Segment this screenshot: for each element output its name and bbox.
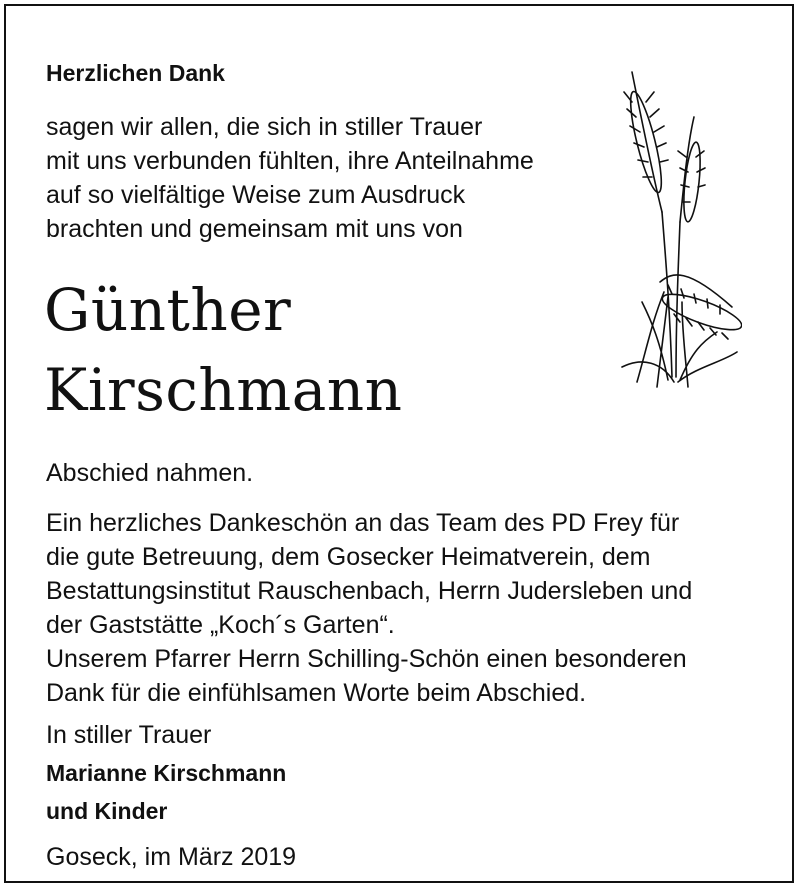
body-line: Bestattungsinstitut Rauschenbach, Herrn Judersleben und bbox=[46, 577, 693, 605]
body-line: Ein herzliches Dankeschön an das Team des PD Frey für bbox=[46, 509, 680, 537]
last-name: Kirschmann bbox=[44, 356, 403, 424]
obituary-card bbox=[4, 4, 794, 883]
closing-text: In stiller Trauer bbox=[46, 721, 212, 749]
first-name: Günther bbox=[44, 276, 292, 344]
signers bbox=[46, 754, 286, 830]
place-date: Goseck, im März 2019 bbox=[46, 843, 297, 871]
wheat-ears-icon bbox=[602, 62, 742, 392]
body-line: Unserem Pfarrer Herrn Schilling-Schön einen besonderen bbox=[46, 645, 687, 673]
deceased-name bbox=[44, 270, 403, 430]
heading: Herzlichen Dank bbox=[46, 60, 225, 86]
body-line: die gute Betreuung, dem Gosecker Heimatverein, dem bbox=[46, 543, 651, 571]
signer-line: und Kinder bbox=[46, 798, 168, 824]
body-line: Dank für die einfühlsamen Worte beim Abschied. bbox=[46, 679, 587, 707]
signer-line: Marianne Kirschmann bbox=[46, 760, 287, 786]
intro-line: sagen wir allen, die sich in stiller Trauer bbox=[46, 113, 483, 141]
intro-line: auf so vielfältige Weise zum Ausdruck bbox=[46, 181, 466, 209]
intro-line: mit uns verbunden fühlten, ihre Anteilnahme bbox=[46, 147, 534, 175]
intro-text bbox=[46, 110, 534, 246]
body-line: der Gaststätte „Koch´s Garten“. bbox=[46, 611, 395, 639]
thanks-body bbox=[46, 506, 692, 710]
after-name-text: Abschied nahmen. bbox=[46, 459, 254, 487]
intro-line: brachten und gemeinsam mit uns von bbox=[46, 215, 463, 243]
